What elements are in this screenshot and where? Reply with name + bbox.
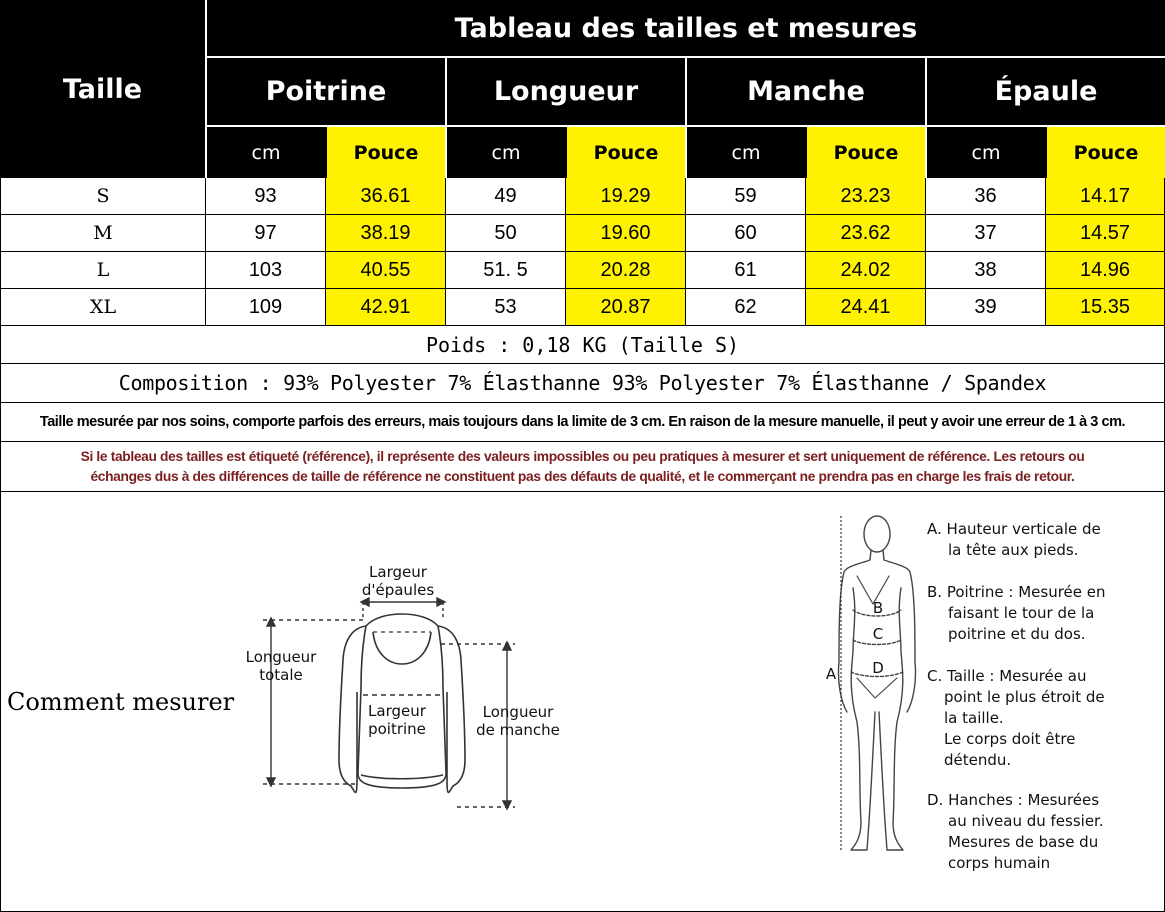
weight-row: Poids : 0,18 KG (Taille S) xyxy=(0,326,1165,364)
sleeve-cm-cell: 62 xyxy=(686,289,806,326)
unit-cm-header: cm xyxy=(685,127,805,178)
sleeve-length-label: Longueur de manche xyxy=(476,703,560,739)
group-header-chest: Poitrine xyxy=(205,58,445,127)
shoulder-inch-cell: 15.35 xyxy=(1046,289,1165,326)
note-hips: D. Hanches : Mesurées au niveau du fessier. Mesures de base du corps humain xyxy=(927,791,1104,872)
size-column-header: Taille xyxy=(0,0,205,178)
group-header-sleeve: Manche xyxy=(685,58,925,127)
unit-cm-header: cm xyxy=(205,127,325,178)
unit-cm-header: cm xyxy=(925,127,1045,178)
group-header-shoulder: Épaule xyxy=(925,58,1165,127)
measurement-note: Taille mesurée par nos soins, comporte parfois des erreurs, mais toujours dans la limite de 3 cm. En raison de la mesure manuelle, il peut y avoir une erreur de 1 à 3 cm. xyxy=(0,403,1165,442)
size-cell: XL xyxy=(0,289,206,326)
sleeve-inch-cell: 24.02 xyxy=(806,252,926,289)
shoulder-inch-cell: 14.96 xyxy=(1046,252,1165,289)
sleeve-inch-cell: 23.23 xyxy=(806,178,926,215)
shoulder-inch-cell: 14.57 xyxy=(1046,215,1165,252)
marker-b: B xyxy=(872,599,884,617)
sleeve-inch-cell: 24.41 xyxy=(806,289,926,326)
size-cell: L xyxy=(0,252,206,289)
note-height: A. Hauteur verticale de la tête aux pieds. xyxy=(927,520,1101,559)
marker-c: C xyxy=(872,625,884,643)
sleeve-cm-cell: 59 xyxy=(686,178,806,215)
shoulder-cm-cell: 36 xyxy=(926,178,1046,215)
total-length-label: Longueur totale xyxy=(245,648,317,684)
sleeve-inch-cell: 23.62 xyxy=(806,215,926,252)
unit-cm-header: cm xyxy=(445,127,565,178)
how-to-measure-label: Comment mesurer xyxy=(7,688,235,716)
sleeve-cm-cell: 61 xyxy=(686,252,806,289)
unit-inch-header: Pouce xyxy=(805,127,925,178)
length-inch-cell: 19.60 xyxy=(566,215,686,252)
composition-row: Composition : 93% Polyester 7% Élasthanne 93% Polyester 7% Élasthanne / Spandex xyxy=(0,364,1165,403)
shoulder-cm-cell: 37 xyxy=(926,215,1046,252)
chest-inch-cell: 38.19 xyxy=(326,215,446,252)
chest-cm-cell: 97 xyxy=(206,215,326,252)
length-inch-cell: 20.87 xyxy=(566,289,686,326)
size-cell: S xyxy=(0,178,206,215)
chest-cm-cell: 103 xyxy=(206,252,326,289)
shoulder-cm-cell: 38 xyxy=(926,252,1046,289)
shoulder-inch-cell: 14.17 xyxy=(1046,178,1165,215)
note-waist: C. Taille : Mesurée au point le plus étroit de la taille. Le corps doit être détendu. xyxy=(927,667,1105,769)
chest-width-label: Largeur poitrine xyxy=(368,702,426,738)
chest-inch-cell: 42.91 xyxy=(326,289,446,326)
marker-d: D xyxy=(872,659,884,677)
shoulder-width-label: Largeur d'épaules xyxy=(361,563,435,599)
size-cell: M xyxy=(0,215,206,252)
shoulder-cm-cell: 39 xyxy=(926,289,1046,326)
note-chest: B. Poitrine : Mesurée en faisant le tour de la poitrine et du dos. xyxy=(927,583,1106,643)
sleeve-cm-cell: 60 xyxy=(686,215,806,252)
chest-cm-cell: 109 xyxy=(206,289,326,326)
chest-inch-cell: 36.61 xyxy=(326,178,446,215)
length-cm-cell: 49 xyxy=(446,178,566,215)
length-cm-cell: 51. 5 xyxy=(446,252,566,289)
length-inch-cell: 20.28 xyxy=(566,252,686,289)
warning-line: Si le tableau des tailles est étiqueté (référence), il représente des valeurs impossibles ou peu pratiques à mesurer et sert uniquement de référence. Les retours ou xyxy=(80,448,1085,464)
chart-title: Tableau des tailles et mesures xyxy=(205,0,1165,58)
length-cm-cell: 50 xyxy=(446,215,566,252)
unit-inch-header: Pouce xyxy=(1045,127,1165,178)
marker-a: A xyxy=(825,665,837,683)
how-to-measure-section xyxy=(0,492,1165,912)
chest-cm-cell: 93 xyxy=(206,178,326,215)
unit-inch-header: Pouce xyxy=(565,127,685,178)
warning-line: échanges dus à des différences de taille de référence ne constituent pas des défauts de qualité, et le commerçant ne prendra pas en charge les frais de retour. xyxy=(90,468,1075,484)
unit-inch-header: Pouce xyxy=(325,127,445,178)
length-cm-cell: 53 xyxy=(446,289,566,326)
group-header-length: Longueur xyxy=(445,58,685,127)
chest-inch-cell: 40.55 xyxy=(326,252,446,289)
reference-warning xyxy=(0,442,1165,492)
length-inch-cell: 19.29 xyxy=(566,178,686,215)
